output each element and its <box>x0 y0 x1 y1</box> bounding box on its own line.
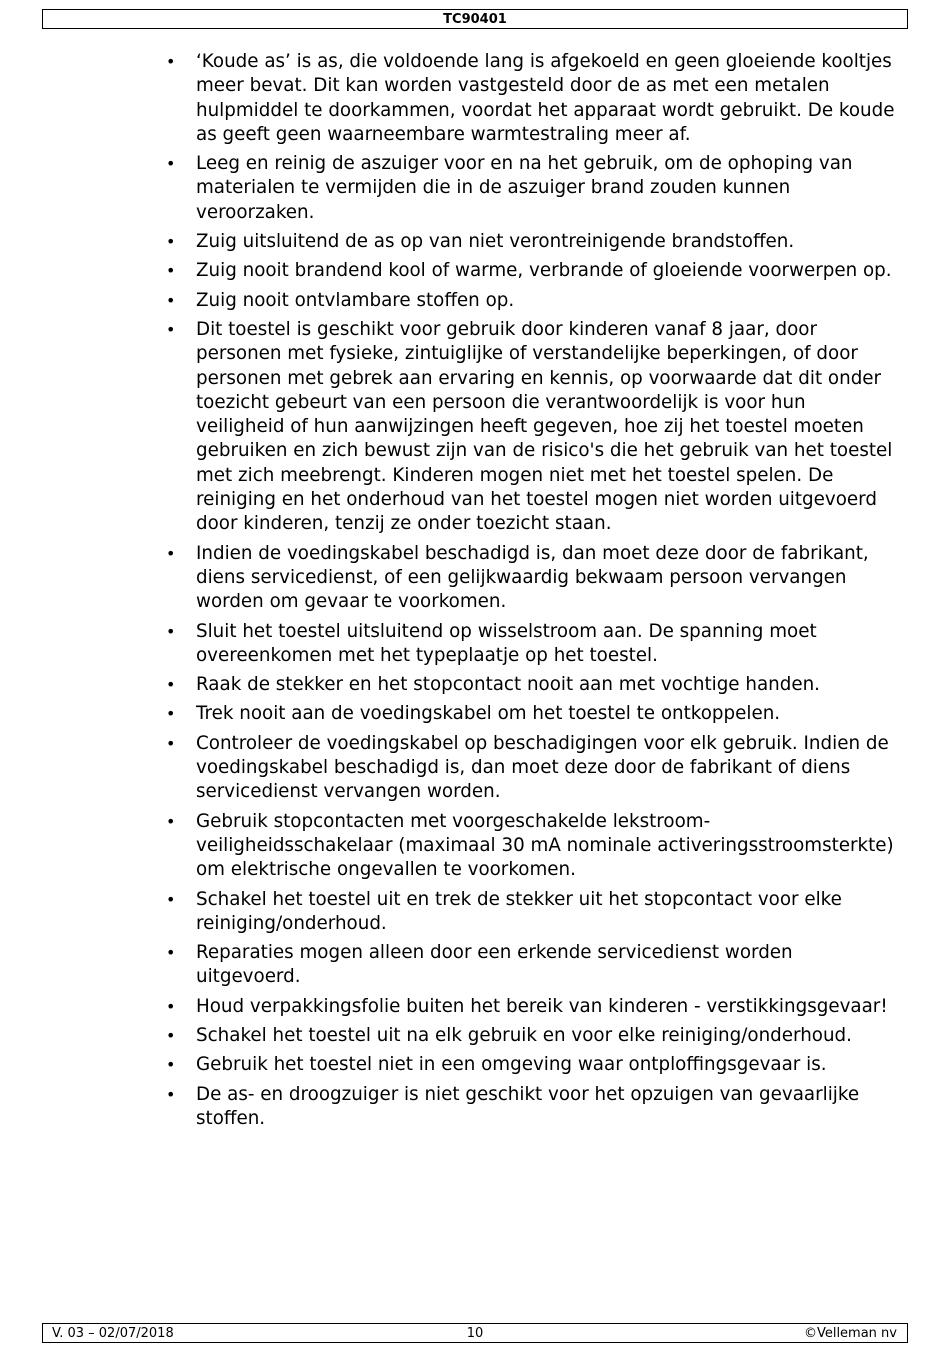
bullet-icon: • <box>166 704 176 724</box>
bullet-icon: • <box>166 943 176 963</box>
bullet-icon: • <box>166 1055 176 1075</box>
list-item <box>0 888 896 937</box>
list-item-text: Controleer de voedingskabel op beschadigingen voor elk gebruik. Indien de voedingskabel beschadigd is, dan moet deze door de fabrikant of diens servicedienst vervangen worden. <box>196 732 889 803</box>
list-item-text: Schakel het toestel uit na elk gebruik en voor elke reiniging/onderhoud. <box>196 1024 852 1046</box>
list-item-text: Leeg en reinig de aszuiger voor en na het gebruik, om de ophoping van materialen te vermijden die in de aszuiger brand zouden kunnen veroorzaken. <box>196 153 853 223</box>
list-item-text: Zuig nooit brandend kool of warme, verbrande of gloeiende voorwerpen op. <box>196 260 892 282</box>
bullet-icon: • <box>166 1084 176 1104</box>
list-item <box>0 259 896 283</box>
list-item <box>0 810 896 883</box>
list-item <box>0 732 896 805</box>
list-item <box>0 152 896 225</box>
list-item-text: Indien de voedingskabel beschadigd is, dan moet deze door de fabrikant, diens servicedienst, of een gelijkwaardig bekwaam persoon vervangen worden om gevaar te voorkomen. <box>196 542 869 613</box>
bullet-icon: • <box>166 996 176 1016</box>
bullet-icon: • <box>166 811 176 831</box>
list-item <box>0 1083 896 1132</box>
list-item-text: Schakel het toestel uit en trek de stekker uit het stopcontact voor elke reiniging/onderhoud. <box>196 888 842 934</box>
list-item-text: Dit toestel is geschikt voor gebruik door kinderen vanaf 8 jaar, door personen met fysieke, zintuiglijke of verstandelijke beperkingen, of door personen met gebrek aan ervaring en kennis, op voorwaarde dat dit onder toezicht gebeurt van een persoon die verantwoordelijk is voor hun veiligheid of hun aanwijzingen heeft gegeven, hoe zij het toestel moeten gebruiken en zich bewust zijn van de risico's die het gebruik van het toestel met zich meebrengt. Kinderen mogen niet met het toestel spelen. De reiniging en het onderhoud van het toestel mogen niet worden uitgevoerd door kinderen, tenzij ze onder toezicht staan. <box>196 318 893 535</box>
list-item-text: De as- en droogzuiger is niet geschikt voor het opzuigen van gevaarlijke stoffen. <box>196 1083 860 1129</box>
list-item <box>0 702 896 726</box>
bullet-icon: • <box>166 52 176 71</box>
document-code: TC90401 <box>443 12 507 27</box>
bullet-icon: • <box>166 621 176 641</box>
list-item <box>0 995 896 1019</box>
list-item <box>0 542 896 615</box>
list-item-text: ‘Koude as’ is as, die voldoende lang is afgekoeld en geen gloeiende kooltjes meer bevat. Dit kan worden vastgesteld door de as met een metalen hulpmiddel te doorkammen, voordat het apparaat wordt gebruikt. De koude as geeft geen waarneembare warmtestraling meer af. <box>196 51 895 145</box>
list-item-text: Zuig nooit ontvlambare stoffen op. <box>196 289 515 311</box>
list-item <box>0 289 896 313</box>
page-number: 10 <box>466 1326 484 1341</box>
bullet-icon: • <box>166 1025 176 1045</box>
bullet-icon: • <box>166 319 176 339</box>
version-date: V. 03 – 02/07/2018 <box>52 1326 174 1341</box>
list-item-text: Trek nooit aan de voedingskabel om het toestel te ontkoppelen. <box>196 703 781 725</box>
bullet-icon: • <box>166 733 176 753</box>
bullet-icon: • <box>166 889 176 909</box>
list-item <box>0 230 896 254</box>
list-item-text: Gebruik het toestel niet in een omgeving waar ontploffingsgevaar is. <box>196 1054 827 1076</box>
list-item-text: Reparaties mogen alleen door een erkende servicedienst worden uitgevoerd. <box>196 942 793 988</box>
bullet-icon: • <box>166 543 176 563</box>
list-item <box>0 318 896 537</box>
bullet-icon: • <box>166 154 176 174</box>
copyright: ©Velleman nv <box>803 1326 897 1341</box>
list-item <box>0 1053 896 1077</box>
bullet-icon: • <box>166 232 176 252</box>
safety-instructions-list <box>0 50 896 1136</box>
page-header <box>42 9 908 29</box>
list-item-text: Gebruik stopcontacten met voorgeschakelde lekstroom-veiligheidsschakelaar (maximaal 30 mA nominale activeringsstroomsterkte) om elektrische ongevallen te voorkomen. <box>196 810 894 881</box>
bullet-icon: • <box>166 261 176 281</box>
list-item <box>0 620 896 669</box>
list-item <box>0 941 896 990</box>
bullet-icon: • <box>166 290 176 310</box>
list-item <box>0 673 896 697</box>
list-item-text: Zuig uitsluitend de as op van niet verontreinigende brandstoffen. <box>196 231 795 253</box>
bullet-icon: • <box>166 675 176 695</box>
page-footer <box>42 1323 908 1343</box>
list-item-text: Sluit het toestel uitsluitend op wisselstroom aan. De spanning moet overeenkomen met het typeplaatje op het toestel. <box>196 620 817 666</box>
list-item-text: Raak de stekker en het stopcontact nooit aan met vochtige handen. <box>196 674 820 696</box>
list-item <box>0 50 896 147</box>
list-item <box>0 1024 896 1048</box>
list-item-text: Houd verpakkingsfolie buiten het bereik van kinderen - verstikkingsgevaar! <box>196 995 888 1017</box>
